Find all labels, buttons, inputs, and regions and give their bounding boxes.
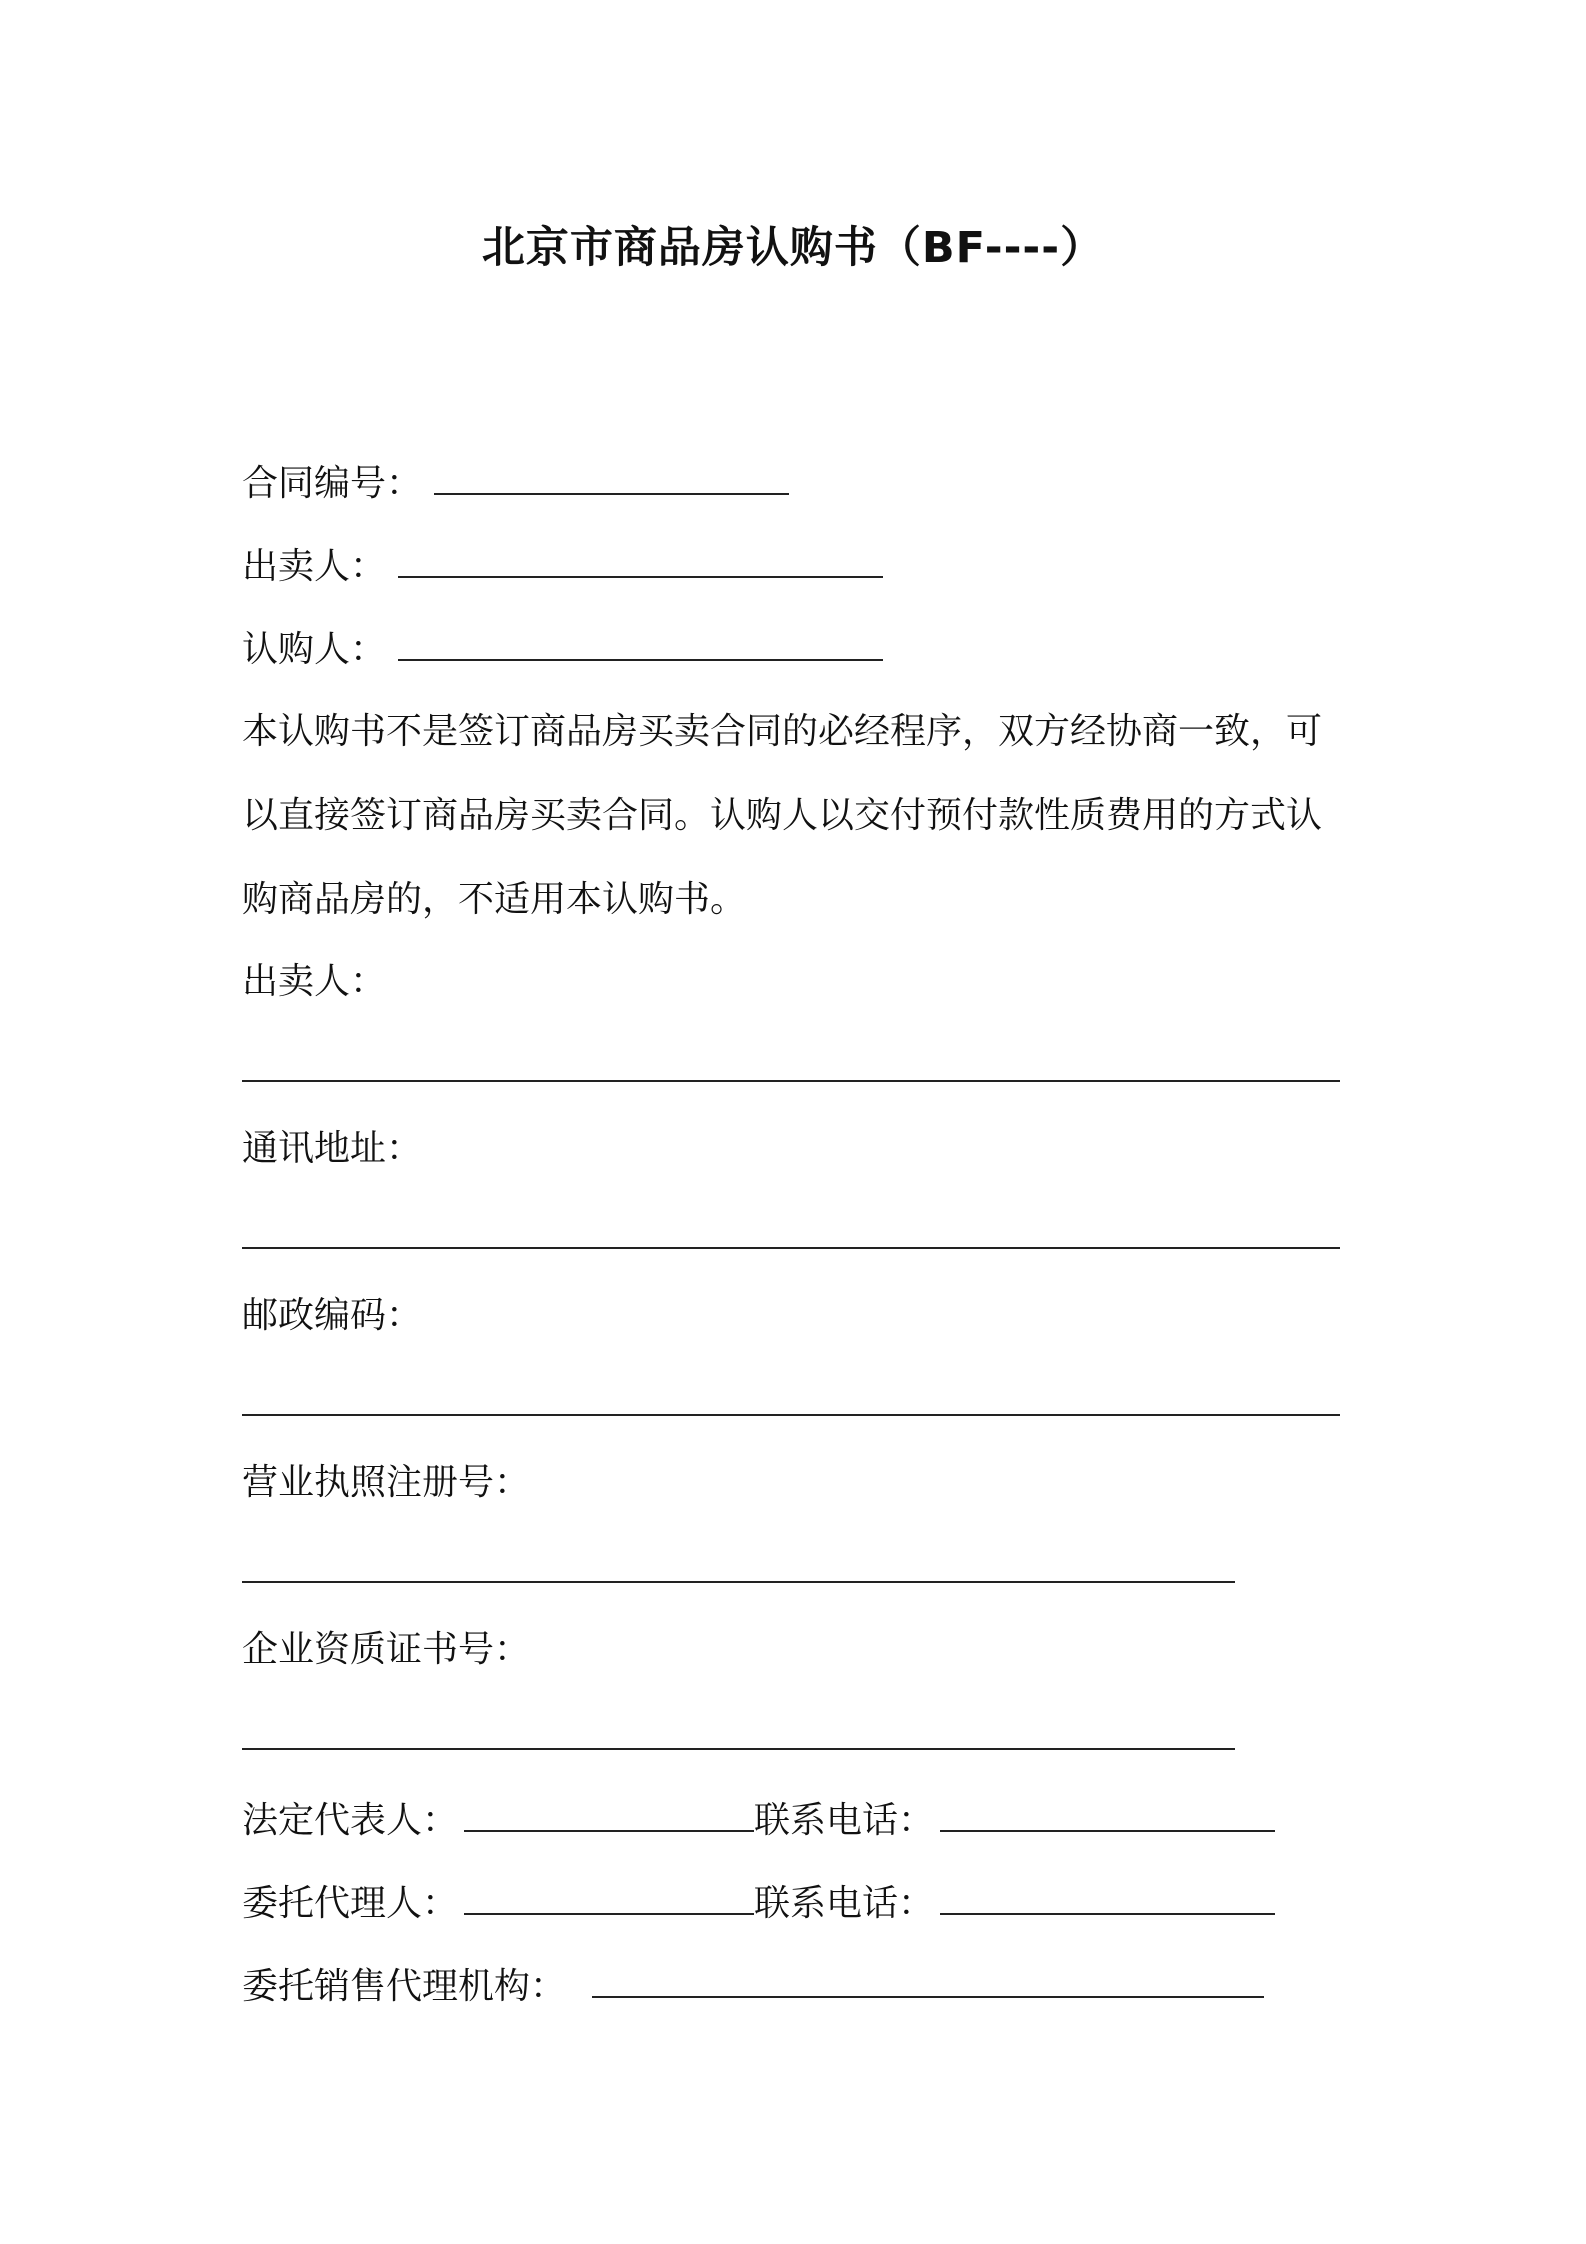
document-title: 北京市商品房认购书（BF----） — [481, 223, 1105, 273]
seller-label: 出卖人： — [242, 961, 387, 1002]
legal-rep-phone-field[interactable] — [940, 1792, 1275, 1832]
address-field[interactable] — [242, 1247, 1340, 1249]
notice-paragraph — [242, 690, 1362, 942]
legal-rep-row — [242, 1792, 1275, 1842]
agent-phone-label: 联系电话： — [754, 1883, 935, 1924]
notice-line-2: 以直接签订商品房买卖合同。认购人以交付预付款性质费用的方式认 — [242, 795, 1323, 836]
legal-rep-field[interactable] — [464, 1792, 754, 1832]
seller-header-row — [242, 538, 883, 588]
agent-phone-field[interactable] — [940, 1875, 1275, 1915]
contract-no-label: 合同编号： — [242, 463, 423, 504]
address-label-row — [242, 1124, 422, 1174]
sales-agency-row — [242, 1958, 1264, 2008]
legal-rep-label: 法定代表人： — [242, 1800, 459, 1841]
license-field[interactable] — [242, 1581, 1235, 1583]
postcode-label: 邮政编码： — [242, 1295, 423, 1336]
seller-header-field[interactable] — [398, 538, 883, 578]
qualification-label-row — [242, 1625, 530, 1675]
contract-no-field[interactable] — [434, 455, 789, 495]
notice-line-1: 本认购书不是签订商品房买卖合同的必经程序，双方经协商一致，可 — [242, 711, 1323, 752]
seller-label-row — [242, 957, 386, 1007]
qualification-field[interactable] — [242, 1748, 1235, 1750]
contract-no-row — [242, 455, 789, 505]
legal-rep-phone-label: 联系电话： — [754, 1800, 935, 1841]
postcode-field[interactable] — [242, 1414, 1340, 1416]
seller-name-field[interactable] — [242, 1080, 1340, 1082]
agent-field[interactable] — [464, 1875, 754, 1915]
address-label: 通讯地址： — [242, 1128, 423, 1169]
agent-label: 委托代理人： — [242, 1883, 459, 1924]
qualification-label: 企业资质证书号： — [242, 1629, 531, 1670]
notice-line-3: 购商品房的，不适用本认购书。 — [242, 879, 747, 920]
license-label: 营业执照注册号： — [242, 1462, 531, 1503]
buyer-header-field[interactable] — [398, 621, 883, 661]
postcode-label-row — [242, 1291, 422, 1341]
seller-header-label: 出卖人： — [242, 546, 387, 587]
agent-row — [242, 1875, 1275, 1925]
sales-agency-field[interactable] — [592, 1958, 1264, 1998]
sales-agency-label: 委托销售代理机构： — [242, 1966, 567, 2007]
buyer-header-label: 认购人： — [242, 629, 387, 670]
license-label-row — [242, 1458, 530, 1508]
buyer-header-row — [242, 621, 883, 671]
